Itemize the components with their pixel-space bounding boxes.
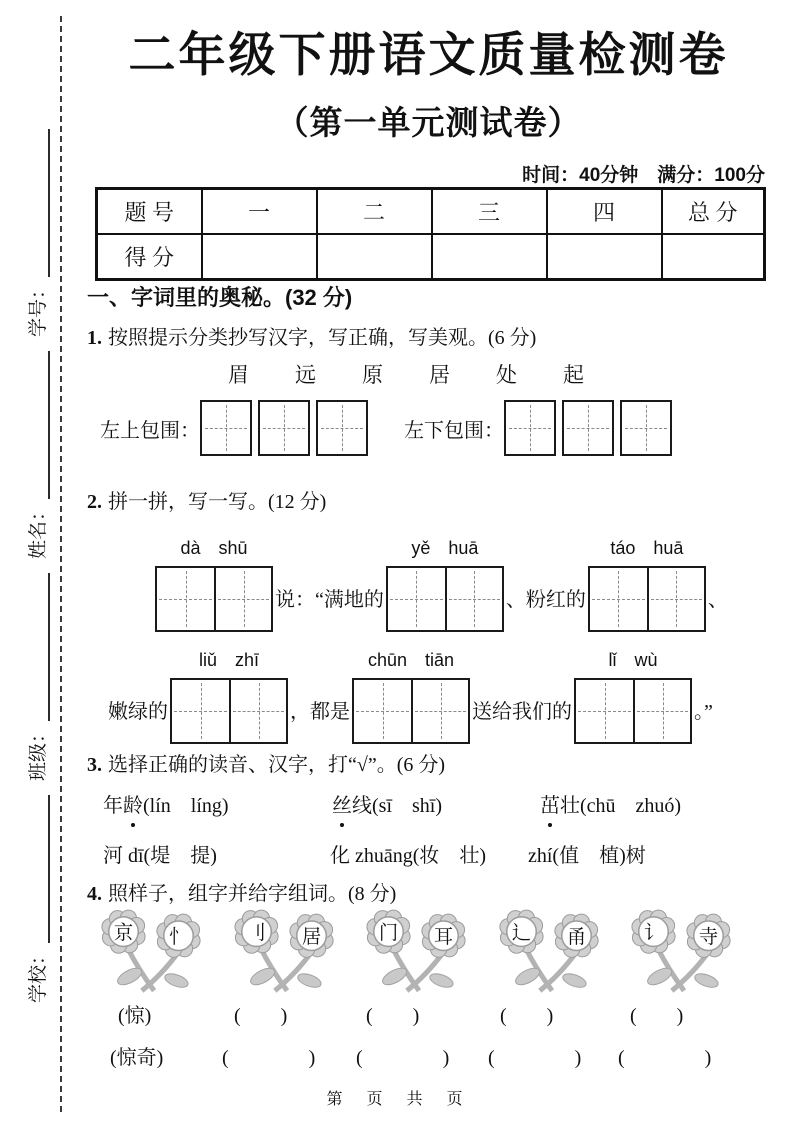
q4-answer-blank: ( )	[630, 1005, 684, 1027]
flower-pair-illustration	[625, 905, 737, 995]
flower-pair-illustration	[95, 905, 207, 995]
q4-answer-blank: ( )	[488, 1047, 582, 1069]
grid-cell	[647, 568, 704, 630]
q3-number: 3.	[87, 754, 102, 776]
school-label: 学校：	[27, 946, 49, 1004]
q1-group1-label: 左上包围：	[100, 419, 200, 442]
score-table-col-total: 总 分	[662, 189, 765, 235]
flower-leaf	[428, 971, 455, 990]
q1-number: 1.	[87, 327, 102, 349]
q2-number: 2.	[87, 491, 102, 513]
q3-choices: 线(sī shī)	[352, 795, 442, 817]
q3-option-item	[540, 789, 681, 818]
writing-grid-2cell	[155, 566, 273, 632]
score-table	[95, 187, 766, 281]
grid-cell	[172, 680, 229, 742]
writing-grid-2cell	[574, 678, 692, 744]
time-and-score-info: 时间：40分钟 满分：100分	[522, 165, 765, 186]
writing-grid-box	[504, 400, 556, 456]
q2-answer-unit	[588, 534, 706, 632]
flower-character: 耳	[433, 926, 454, 948]
q4-answer-blank: ( )	[234, 1005, 288, 1027]
flower-character: 刂	[246, 922, 266, 944]
section1-heading: 一、字词里的奥秘。(32 分)	[87, 285, 353, 310]
pinyin-hint: dà shū	[180, 538, 248, 558]
q3-option-item: zhí(值 植)树	[528, 845, 646, 867]
q2-text: 拼一拼，写一写。(12 分)	[108, 491, 327, 513]
writing-grid-box	[620, 400, 672, 456]
score-cell-empty	[202, 234, 317, 280]
paper-title: 二年级下册语文质量检测卷	[128, 28, 729, 81]
flower-leaf	[380, 965, 409, 988]
score-cell-empty	[662, 234, 765, 280]
grid-cell	[157, 568, 214, 630]
q3-option-item: 化 zhuāng(妆 壮)	[330, 845, 487, 867]
q4-answer-blank: ( )	[356, 1047, 450, 1069]
q3-word-emphasized: 丝	[332, 789, 352, 818]
q3-text: 选择正确的读音、汉字，打“√”。(6 分)	[108, 754, 446, 776]
q3-word-emphasized: 龄	[123, 789, 143, 818]
q1-text: 按照提示分类抄写汉字，写正确，写美观。(6 分)	[108, 327, 537, 349]
pinyin-hint: táo huā	[610, 538, 684, 558]
q3-option-item	[332, 789, 442, 818]
flower-pair-illustration	[360, 905, 472, 995]
grid-cell	[354, 680, 411, 742]
student-number-label: 学号：	[27, 279, 49, 337]
q1-prompt	[87, 321, 536, 350]
pinyin-hint: liǔ zhī	[198, 650, 260, 670]
writing-grid-box	[258, 400, 310, 456]
q4-answer-blank: ( )	[500, 1005, 554, 1027]
score-cell-empty	[317, 234, 432, 280]
q4-answer-example-word: (惊奇)	[110, 1047, 164, 1069]
q3-choices: (lín líng)	[143, 795, 229, 817]
writing-grid-2cell	[170, 678, 288, 744]
flower-character: 京	[113, 922, 134, 944]
writing-grid-2cell	[352, 678, 470, 744]
writing-grid-2cell	[588, 566, 706, 632]
q2-row1-text3: 、	[707, 589, 728, 611]
q2-prompt	[87, 485, 326, 514]
writing-grid-2cell	[386, 566, 504, 632]
q2-row2-text1: ，都是	[290, 701, 350, 723]
score-table-col-3: 三	[432, 189, 547, 235]
q3-prompt	[87, 748, 445, 777]
flower-character: 居	[301, 926, 321, 948]
q2-row2-text0: 嫩绿的	[108, 701, 168, 723]
q1-writing-row	[100, 400, 672, 456]
q3-choices: 壮(chū zhuó)	[560, 795, 682, 817]
grid-cell	[445, 568, 502, 630]
q1-char: 原	[362, 363, 383, 387]
flower-leaf	[115, 965, 144, 988]
q2-row2-text2: 送给我们的	[472, 701, 572, 723]
score-table-corner: 题 号	[97, 189, 202, 235]
q2-row2-text3: 。”	[694, 701, 713, 723]
q4-prompt	[87, 877, 396, 906]
q1-char: 处	[496, 363, 517, 387]
flower-leaf	[693, 971, 720, 990]
q3-option-item	[103, 789, 229, 818]
score-table-col-1: 一	[202, 189, 317, 235]
score-table-col-2: 二	[317, 189, 432, 235]
score-row-label: 得 分	[97, 234, 202, 280]
score-table-col-4: 四	[547, 189, 662, 235]
flower-pair-illustration	[228, 905, 340, 995]
pinyin-hint: chūn tiān	[367, 650, 455, 670]
q4-text: 照样子，组字并给字组词。(8 分)	[108, 883, 397, 905]
flower-leaf	[296, 971, 323, 990]
q1-group2-boxes	[504, 400, 672, 456]
q2-answer-unit	[352, 646, 470, 744]
flower-leaf	[248, 965, 277, 988]
q4-answer-example-char: (惊)	[118, 1005, 152, 1027]
grid-cell	[590, 568, 647, 630]
writing-grid-box	[562, 400, 614, 456]
seal-dashed-line	[60, 16, 62, 1112]
flower-character: 寺	[698, 926, 719, 948]
sidebar-field-school	[23, 795, 50, 1003]
student-number-blank-line	[33, 129, 50, 277]
q2-row2	[106, 646, 715, 744]
q2-row1-text1: 说：“满地的	[275, 589, 384, 611]
q1-group2-label: 左下包围：	[404, 419, 504, 442]
flower-leaf	[645, 965, 674, 988]
pinyin-hint: yě huā	[411, 538, 479, 558]
grid-cell	[576, 680, 633, 742]
class-label: 班级：	[27, 724, 49, 782]
q1-char: 远	[295, 363, 316, 387]
grid-cell	[388, 568, 445, 630]
page-footer: 第 页 共 页	[326, 1091, 467, 1108]
q3-word-emphasized: 茁	[540, 789, 560, 818]
q1-char: 眉	[228, 363, 249, 387]
q3-option-item: 河 dī(堤 提)	[103, 845, 217, 867]
flower-leaf	[163, 971, 190, 990]
grid-cell	[229, 680, 286, 742]
sidebar-field-name	[23, 351, 50, 559]
q1-character-list	[228, 359, 584, 389]
q4-answer-blank: ( )	[618, 1047, 712, 1069]
writing-grid-box	[316, 400, 368, 456]
score-table-score-row	[97, 234, 765, 280]
score-cell-empty	[432, 234, 547, 280]
q1-char: 起	[563, 363, 584, 387]
q4-answer-blank: ( )	[222, 1047, 316, 1069]
q3-word-pre: 年	[103, 795, 123, 817]
flower-pair-illustration	[493, 905, 605, 995]
grid-cell	[633, 680, 690, 742]
flower-character: 门	[378, 922, 399, 944]
flower-leaf	[513, 965, 542, 988]
q2-answer-unit	[155, 534, 273, 632]
school-blank-line	[33, 795, 50, 943]
sidebar-student-info	[15, 76, 57, 1056]
q2-answer-unit	[386, 534, 504, 632]
q4-number: 4.	[87, 883, 102, 905]
grid-cell	[214, 568, 271, 630]
flower-character: 甬	[566, 926, 586, 948]
class-blank-line	[33, 573, 50, 721]
sidebar-field-class	[23, 573, 50, 781]
grid-cell	[411, 680, 468, 742]
pinyin-hint: lǐ wù	[608, 650, 658, 670]
name-blank-line	[33, 351, 50, 499]
q4-flower-row	[95, 905, 737, 995]
flower-character: 讠	[643, 922, 664, 944]
q1-group1-boxes	[200, 400, 368, 456]
q1-char: 居	[429, 363, 450, 387]
q2-answer-unit	[574, 646, 692, 744]
flower-character: 辶	[511, 922, 531, 944]
flower-character: 忄	[168, 926, 189, 948]
q4-answer-blank: ( )	[366, 1005, 420, 1027]
q2-row1-text2: 、粉红的	[505, 589, 586, 611]
paper-subtitle: （第一单元测试卷）	[275, 104, 582, 141]
flower-leaf	[561, 971, 588, 990]
q2-answer-unit	[170, 646, 288, 744]
score-cell-empty	[547, 234, 662, 280]
sidebar-field-student-number	[23, 129, 50, 337]
score-table-header-row	[97, 189, 765, 235]
name-label: 姓名：	[27, 501, 49, 559]
q2-row1	[155, 534, 730, 632]
writing-grid-box	[200, 400, 252, 456]
